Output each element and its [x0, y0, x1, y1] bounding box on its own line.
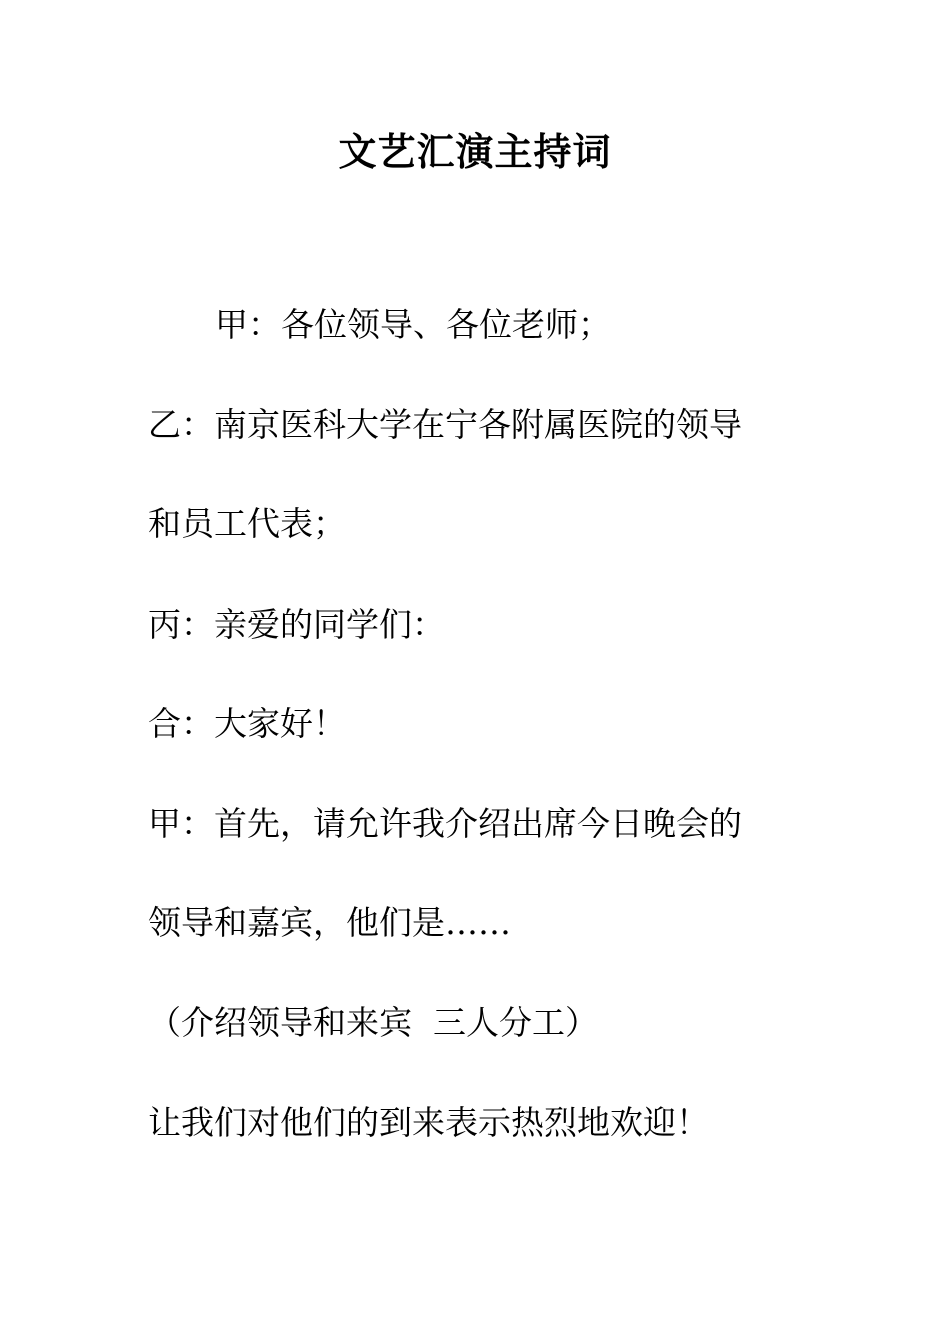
- script-line: 让我们对他们的到来表示热烈地欢迎！: [148, 1103, 709, 1142]
- script-line: 领导和嘉宾，他们是……: [148, 903, 511, 942]
- script-line: 甲：首先，请允许我介绍出席今日晚会的: [148, 804, 742, 843]
- document-title: 文艺汇演主持词: [338, 129, 612, 174]
- script-line: （介绍领导和来宾 三人分工）: [148, 1003, 598, 1042]
- script-line: 合：大家好！: [148, 704, 346, 743]
- script-line: 和员工代表；: [148, 504, 346, 543]
- script-line: 甲：各位领导、各位老师；: [215, 305, 611, 344]
- script-line: 丙：亲爱的同学们：: [148, 605, 445, 644]
- script-line: 乙：南京医科大学在宁各附属医院的领导: [148, 405, 742, 444]
